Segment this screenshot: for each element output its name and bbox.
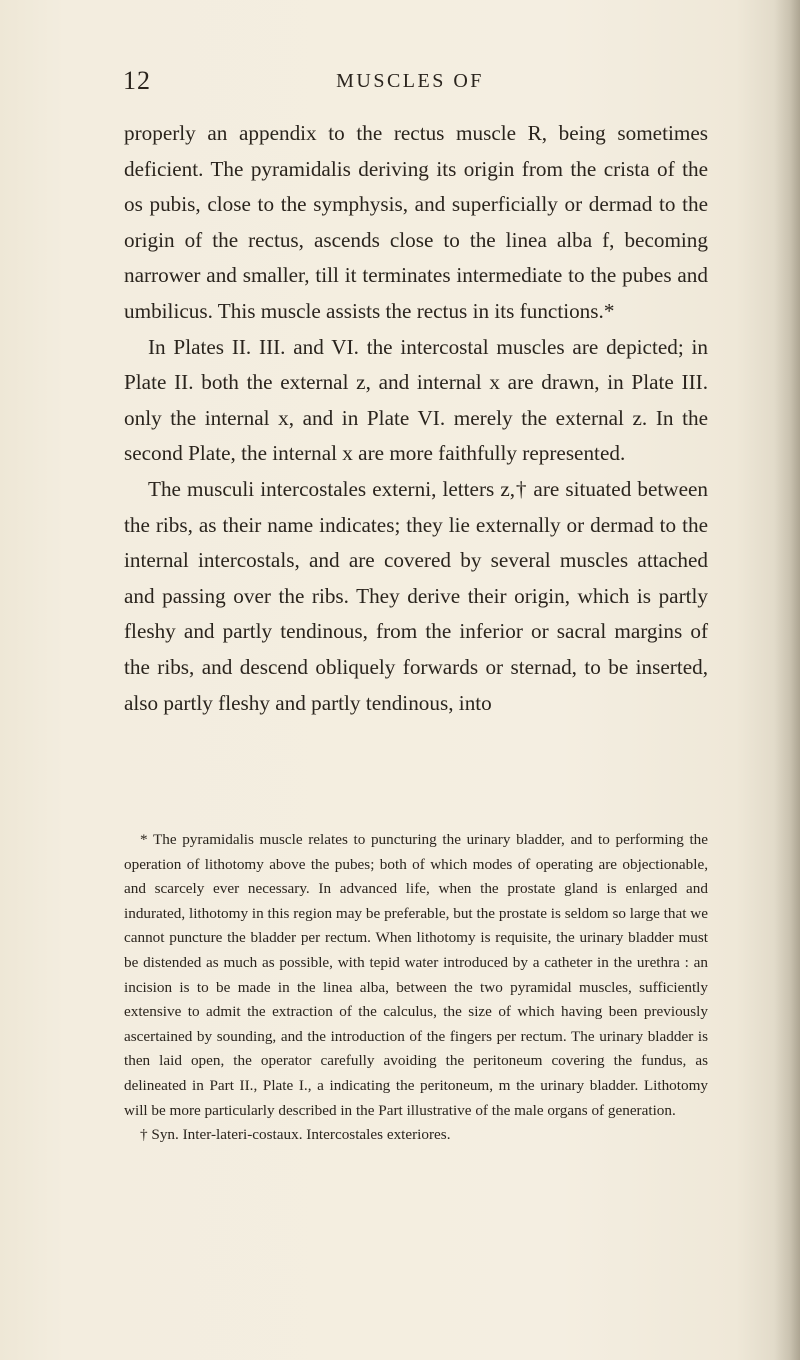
footnote: * The pyramidalis muscle relates to puncturing the urinary bladder, and to performing the operation of lithotomy above the pubes; both of which modes of operating are objectionable, and scarcely ever necessary. In advanced life, when the prostate gland is enlarged and indurated, lithotomy in this region may be preferable, but the prostate is seldom so large that we cannot puncture the bladder per rectum. When lithotomy is requisite, the urinary bladder must be distended as much as possible, with tepid water introduced by a catheter in the urethra : an incision is to be made in the linea alba, between the two pyramidal muscles, sufficiently extensive to admit the extraction of the calculus, the size of which having been previously ascertained by sounding, and the introduction of the fingers per rectum. The urinary bladder is then laid open, the operator carefully avoiding the peritoneum covering the fundus, as delineated in Part II., Plate I., a indicating the peritoneum, m the urinary bladder. Lithotomy will be more particularly described in the Part illustrative of the male organs of generation. (124, 831, 708, 1119)
paragraph: properly an appendix to the rectus muscle R, being sometimes deficient. The pyramidalis deriving its origin from the crista of the os pubis, close to the symphysis, and superficially or dermad to the origin of the rectus, ascends close to the linea alba f, becoming narrower and smaller, till it terminates intermediate to the pubes and umbilicus. This muscle assists the rectus in its functions.* (124, 121, 708, 323)
main-text (124, 116, 708, 721)
running-head: MUSCLES OF (336, 70, 484, 92)
page-header (0, 66, 800, 106)
paragraph: In Plates II. III. and VI. the intercostal muscles are depicted; in Plate II. both the external z, and internal x are drawn, in Plate III. only the internal x, and in Plate VI. merely the external z. In the second Plate, the internal x are more faithfully represented. (124, 334, 708, 466)
page-number: 12 (123, 66, 151, 95)
page-edge-shadow (774, 0, 800, 1360)
footnote: † Syn. Inter-lateri-costaux. Intercostales exteriores. (140, 1126, 451, 1144)
paragraph: The musculi intercostales externi, letters z,† are situated between the ribs, as their name indicates; they lie externally or dermad to the internal intercostals, and are covered by several muscles attached and passing over the ribs. They derive their origin, which is partly fleshy and partly tendinous, from the inferior or sacral margins of the ribs, and descend obliquely forwards or sternad, to be inserted, also partly fleshy and partly tendinous, into (124, 476, 708, 715)
footnotes (124, 828, 708, 1148)
